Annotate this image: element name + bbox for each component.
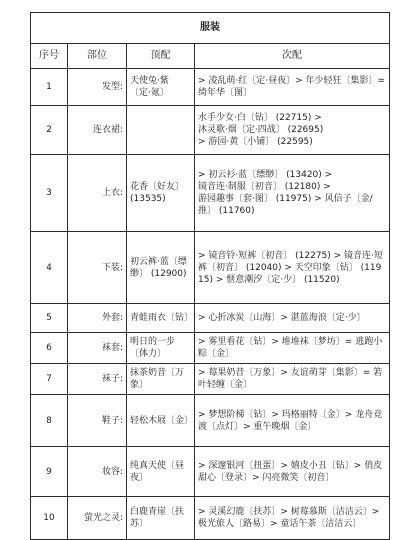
row-number: 8 [31,395,68,447]
row-part: 连衣裙: [68,106,127,155]
row-secondary-picks: > 梦想阶梯〔钻〕> 玛格丽特〔金〕> 龙舟竞渡〔点灯〕> 重午晚烟〔金〕 [195,395,390,447]
row-part: 袜子: [68,364,127,395]
table-row [31,333,390,364]
row-top-pick: 抹茶奶昔〔万象〕 [127,364,195,395]
row-top-pick: 初云裤·蓝〔缥缈〕 (12900) [127,232,195,304]
table-title: 服装 [31,13,390,44]
outfit-table [30,12,390,540]
row-top-pick: 明日的一步〔体力〕 [127,333,195,364]
table-row [31,155,390,232]
header-top-pick: 顶配 [127,44,195,69]
row-secondary-picks: > 深邃银河〔扭蛋〕> 嬉皮小丑〔钻〕> 俏皮甜心〔登录〕> 闪亮微笑〔初音〕 [195,447,390,497]
row-secondary-picks: > 灵溪幻鹿〔扶苏〕> 树莓慕斯〔洁洁云〕> 极光旅人〔路易〕> 童话午茶〔洁洁云〕 [195,497,390,540]
row-top-pick: 花香〔好友〕 (13535) [127,155,195,232]
table-row [31,69,390,106]
row-secondary-picks: 水手少女·白〔钻〕 (22715) > 沐灵歌·烟〔定·四战〕 (22695) > 游园·黄〔小铺〕 (22595) [195,106,390,155]
table-row [31,395,390,447]
row-top-pick: 纯真天使〔昼夜〕 [127,447,195,497]
row-top-pick: 天使兔·紫 〔定·氪〕 [127,69,195,106]
row-part: 萤光之灵: [68,497,127,540]
row-number: 6 [31,333,68,364]
outfit-table-container [30,12,389,540]
header-number: 序号 [31,44,68,69]
row-secondary-picks: > 镜音铃·短裤〔初音〕 (12275) > 镜音连·短裤〔初音〕 (12040) > 天空印象〔钻〕 (11915) > 惬意潮汐〔定·少〕 (11520) [195,232,390,304]
header-secondary-picks: 次配 [195,44,390,69]
table-row [31,364,390,395]
row-top-pick: 白鹿青崖〔扶苏〕 [127,497,195,540]
row-secondary-picks: > 莓果奶昔〔万象〕> 友谊萌芽〔集影〕= 箬叶轻缠〔金〕 [195,364,390,395]
row-number: 5 [31,304,68,333]
row-number: 1 [31,69,68,106]
row-secondary-picks: > 凌乱萌·红〔定·昼夜〕> 年少轻狂〔集影〕= 绮年华〔图〕 [195,69,390,106]
row-secondary-picks: > 心折冰炭〔山海〕> 湛蓝海浪〔定·少〕 [195,304,390,333]
row-part: 鞋子: [68,395,127,447]
row-number: 2 [31,106,68,155]
table-row [31,447,390,497]
row-number: 3 [31,155,68,232]
table-row [31,304,390,333]
row-secondary-picks: > 初云衫·蓝〔缥缈〕 (13420) > 镜音连·制服〔初音〕 (12180) > 游园趣事〔套·图〕 (11975) > 风信子〔金/推〕 (11760) [195,155,390,232]
row-part: 袜套: [68,333,127,364]
row-top-pick: 轻松木屐〔金〕 [127,395,195,447]
row-secondary-picks: > 雾里看花〔钻〕> 堆堆袜〔梦坊〕= 逃跑小粽〔金〕 [195,333,390,364]
table-row [31,106,390,155]
row-number: 9 [31,447,68,497]
row-top-pick: 青蛙雨衣〔钻〕 [127,304,195,333]
row-number: 10 [31,497,68,540]
row-part: 下装: [68,232,127,304]
row-part: 上衣: [68,155,127,232]
table-row [31,497,390,540]
row-top-pick [127,106,195,155]
row-part: 发型: [68,69,127,106]
row-number: 4 [31,232,68,304]
table-row [31,232,390,304]
header-part: 部位 [68,44,127,69]
row-number: 7 [31,364,68,395]
row-part: 外套: [68,304,127,333]
row-part: 妆容: [68,447,127,497]
